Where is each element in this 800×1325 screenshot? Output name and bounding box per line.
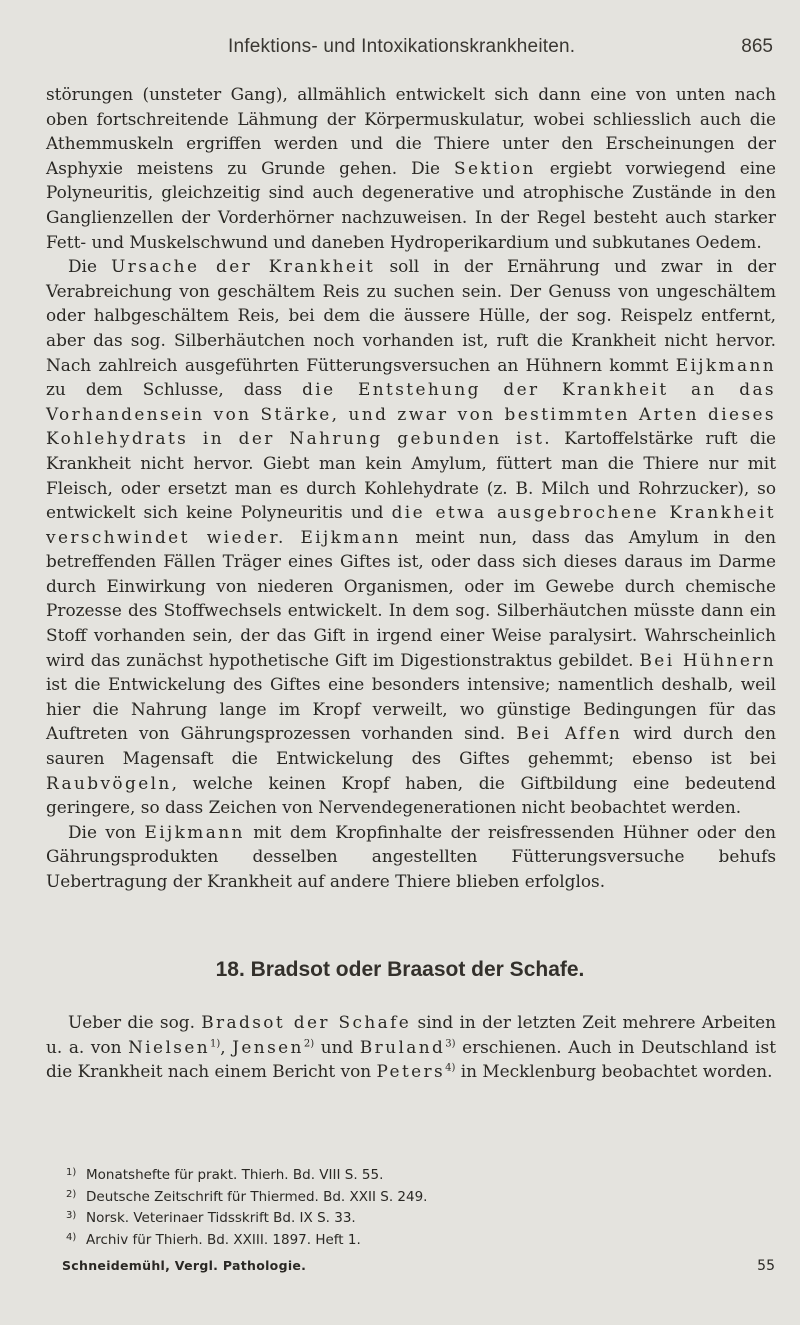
text-run: soll in der Ernährung und zwar in der Verabreichung von geschältem Reis zu suchen sein. Der Genuss von ungeschältem oder halbgeschältem Reis, bei dem die äussere Hülle, der sog. Reispelz entfernt, aber das sog. Silberhäutchen noch vorhanden ist, ruft die Krankheit nicht hervor. Nach zahlreich ausgeführten Fütterungsversuchen an Hühnern kommt	[46, 256, 776, 375]
footnote-ref[interactable]: 4)	[445, 1062, 456, 1074]
footnotes	[66, 1165, 766, 1251]
footnote	[66, 1230, 766, 1252]
footnote-ref[interactable]: 1)	[210, 1037, 221, 1049]
text-run: zu dem Schlusse, dass	[46, 379, 303, 400]
spaced-term: die etwa ausgebrochene Krankheit verschwindet wieder.	[46, 502, 776, 547]
footnote-ref[interactable]: 2)	[303, 1037, 315, 1049]
spaced-term: Sektion	[453, 157, 536, 178]
text-run: störungen (unsteter Gang), allmählich entwickelt sich dann eine von unten nach oben fortschreitende Lähmung der Körpermuskulatur, wobei schliesslich auch die Athemmuskeln ergriffen werden und die Thiere unter den Erscheinungen der Asphyxie meistens zu Grunde gehen. Die	[46, 84, 776, 178]
main-text	[46, 82, 776, 894]
text-run: und	[314, 1036, 360, 1057]
spaced-term: Jensen	[232, 1036, 304, 1057]
page-number: 865	[741, 36, 773, 57]
spaced-term: Bradsot der Schafe	[201, 1012, 412, 1032]
text-run: wird durch den sauren Magensaft die Entwickelung des Giftes gehemmt; ebenso ist bei	[46, 723, 776, 769]
paragraph-1	[46, 82, 776, 254]
sheet-number: 55	[757, 1258, 775, 1274]
text-run: Ueber die sog.	[68, 1012, 202, 1032]
text-run	[286, 527, 301, 547]
text-run: ergiebt vorwiegend eine Polyneuritis, gleichzeitig sind auch degenerative und atrophische Zustände in den Ganglienzellen der Vorderhörner nachzuweisen. In der Regel besteht auch starker Fett- und Muskelschwund und daneben Hydroperikardium und subkutanes Oedem.	[46, 157, 776, 252]
spaced-term: Bruland	[359, 1036, 446, 1057]
spaced-term: Nielsen	[128, 1036, 210, 1057]
spaced-term: Ursache der Krankheit	[111, 256, 376, 277]
section-intro	[46, 1010, 776, 1084]
footnote-mark: 3)	[66, 1210, 77, 1221]
paragraph-2	[46, 254, 776, 820]
spaced-term: Eijkmann	[675, 354, 776, 375]
text-run: Kartoffelstärke ruft die Krankheit nicht hervor. Giebt man kein Amylum, füttert man die Thiere nur mit Fleisch, oder ersetzt man es durch Kohlehydrate (z. B. Milch und Rohrzucker), so entwickelt sich keine Polyneuritis und	[46, 428, 776, 523]
spaced-term: Peters	[376, 1061, 446, 1082]
text-run: ist die Entwickelung des Giftes eine besonders intensive; namentlich deshalb, weil hier die Nahrung lange im Kropf verweilt, wo günstige Bedingungen für das Auftreten von Gährungsprozessen vorhanden sind.	[46, 674, 776, 744]
intro-paragraph	[46, 1010, 776, 1084]
text-run: Die von	[68, 821, 145, 842]
spaced-term: Bei Affen	[516, 723, 623, 744]
footnote-text: Monatshefte für prakt. Thierh. Bd. VIII S. 55.	[86, 1167, 384, 1183]
footnote-text: Deutsche Zeitschrift für Thiermed. Bd. XXII S. 249.	[86, 1188, 428, 1205]
footnote	[66, 1208, 766, 1230]
footnote-mark: 2)	[66, 1188, 77, 1200]
footnote-mark: 4)	[66, 1231, 77, 1243]
printer-signature: Schneidemühl, Vergl. Pathologie.	[62, 1258, 307, 1273]
text-run: meint nun, dass das Amylum in den betreffenden Fällen Träger eines Giftes ist, oder dass sich dieses daraus im Darme durch Einwirkung von niederen Organismen, oder im Gewebe durch chemische Prozesse des Stoffwechsels entwickelt. In dem sog. Silberhäutchen müsste dann ein Stoff vorhanden sein, der das Gift in irgend einer Weise paralysirt. Wahrscheinlich wird das zunächst hypothetische Gift im Digestionstraktus gebildet.	[46, 526, 777, 670]
text-run: erschienen. Auch in Deutschland ist die Krankheit nach einem Bericht von	[46, 1036, 776, 1082]
text-run: , welche keinen Kropf haben, die Giftbildung eine bedeutend geringere, so dass Zeichen von Nervendegenerationen nicht beobachtet werden.	[46, 772, 776, 818]
footnote-mark: 1)	[66, 1167, 77, 1178]
text-run: ,	[220, 1036, 233, 1057]
footnote	[66, 1187, 766, 1209]
text-run: mit dem Kropfinhalte der reisfressenden Hühner oder den Gährungsprodukten desselben angestellten Fütterungsversuche behufs Uebertragung der Krankheit auf andere Thiere blieben erfolglos.	[46, 821, 776, 891]
footnote-ref[interactable]: 3)	[445, 1037, 456, 1049]
footnote-text: Norsk. Veterinaer Tidsskrift Bd. IX S. 33.	[86, 1210, 356, 1226]
spaced-term: Raubvögeln	[46, 772, 172, 793]
paragraph-3	[46, 820, 776, 894]
running-title: Infektions- und Intoxikationskrankheiten.	[228, 36, 576, 57]
footnote	[66, 1165, 766, 1187]
text-run: sind in der letzten Zeit mehrere Arbeiten u. a. von	[46, 1012, 776, 1057]
spaced-term: die Entstehung der Krankheit an das Vorhandensein von Stärke, und zwar von bestimmten Arten dieses Kohlehydrats in der Nahrung gebunden ist.	[46, 379, 776, 449]
footnote-text: Archiv für Thierh. Bd. XXIII. 1897. Heft 1.	[86, 1231, 361, 1248]
section-heading: 18. Bradsot oder Braasot der Schafe.	[215, 958, 585, 981]
text-run: in Mecklenburg beobachtet worden.	[455, 1061, 773, 1082]
spaced-term: Eijkmann	[144, 821, 245, 842]
spaced-term: Bei Hühnern	[639, 649, 776, 670]
spaced-term: Eijkmann	[300, 526, 401, 547]
text-run: Die	[68, 256, 112, 277]
